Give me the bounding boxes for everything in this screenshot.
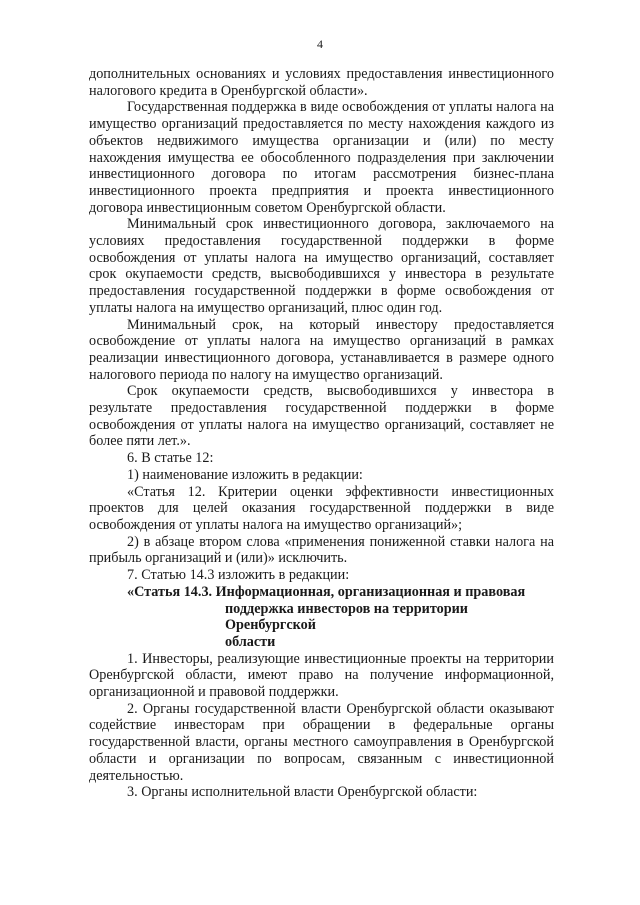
paragraph-continuation: дополнительных основаниях и условиях предоставления инвестиционного налогового кредита в Оренбургской области». xyxy=(89,66,554,99)
article-heading-line-1: «Статья 14.3. Информационная, организационная и правовая xyxy=(127,583,526,600)
paragraph-article-12-item-2: 2) в абзаце втором слова «применения пониженной ставки налога на прибыль организаций и (или)» исключить. xyxy=(89,533,554,567)
paragraph-payback-period: Срок окупаемости средств, высвободившихся у инвестора в результате предоставления государственной поддержки в форме освобождения от уплаты налога на имущество организаций, составляет не более пяти лет.». xyxy=(89,383,554,450)
paragraph-article-12-intro: 6. В статье 12: xyxy=(127,450,214,467)
article-heading-line-2: поддержка инвесторов на территории Оренбургской xyxy=(225,600,468,634)
paragraph-article-12-item-1: 1) наименование изложить в редакции: xyxy=(127,466,363,483)
page-number: 4 xyxy=(317,37,323,51)
paragraph-property-tax-support: Государственная поддержка в виде освобождения от уплаты налога на имущество организаций предоставляется по месту нахождения каждого из объектов недвижимого имущества организации и (или) по месту нахождения имущества ее обособленного подразделения при заключении инвестиционного договора по итогам рассмотрения бизнес-плана инвестиционного проекта предприятия и проекта инвестиционного договора инвестиционным советом Оренбургской области. xyxy=(89,99,554,216)
paragraph-article-14-3-item-2: 2. Органы государственной власти Оренбургской области оказывают содействие инвесторам при обращении в федеральные органы государственной власти, органы местного самоуправления в Оренбургской области и организации по вопросам, связанным с инвестиционной деятельностью. xyxy=(89,700,554,784)
paragraph-article-14-3-intro: 7. Статью 14.3 изложить в редакции: xyxy=(127,567,350,584)
document-body xyxy=(89,66,554,801)
paragraph-article-12-title: «Статья 12. Критерии оценки эффективности инвестиционных проектов для целей оказания государственной поддержки в виде освобождения от уплаты налога на имущество организаций»; xyxy=(89,483,554,533)
paragraph-article-14-3-item-1: 1. Инвесторы, реализующие инвестиционные проекты на территории Оренбургской области, имеют право на получение информационной, организационной и правовой поддержки. xyxy=(89,650,554,701)
paragraph-minimum-exemption-term: Минимальный срок, на который инвестору предоставляется освобождение от уплаты налога на имущество организаций в рамках реализации инвестиционного договора, устанавливается в размере одного налогового периода по налогу на имущество организаций. xyxy=(89,316,554,383)
article-heading-line-3: области xyxy=(225,633,276,650)
paragraph-minimum-contract-term: Минимальный срок инвестиционного договора, заключаемого на условиях предоставления государственной поддержки в форме освобождения от уплаты налога на имущество организаций, составляет срок окупаемости средств, высвободившихся у инвестора в результате предоставления государственной поддержки в форме освобождения от уплаты налога на имущество организаций, плюс один год. xyxy=(89,216,554,316)
article-heading xyxy=(89,584,554,651)
paragraph-article-14-3-item-3: 3. Органы исполнительной власти Оренбургской области: xyxy=(127,784,478,801)
